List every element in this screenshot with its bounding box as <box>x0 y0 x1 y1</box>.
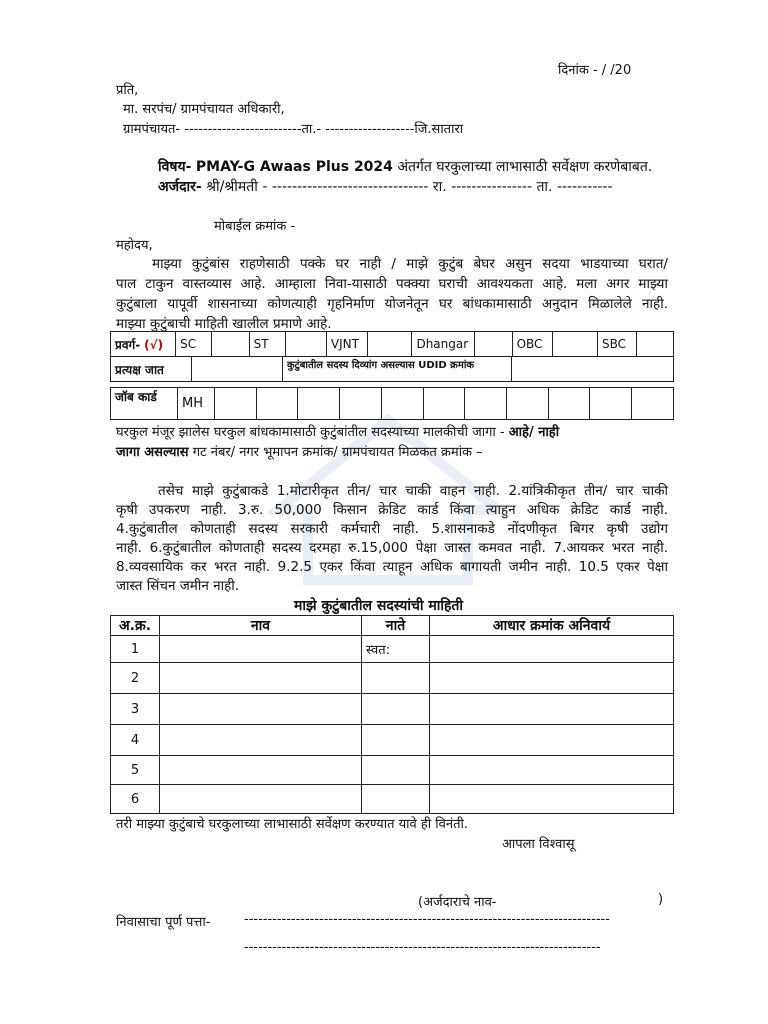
job-card-digit-9[interactable] <box>548 388 590 420</box>
row-relation-cell[interactable] <box>362 785 430 814</box>
family-table-header <box>111 616 674 636</box>
row-aadhaar-cell[interactable] <box>430 756 674 785</box>
option-st-box[interactable] <box>285 332 326 357</box>
land-line-1: घरकुल मंजूर झालेस घरकुल बांधकामासाठी कुटुंबांतील सदस्याच्या मालकीची जागा - आहे/ नाही <box>116 425 560 440</box>
row-relation-cell[interactable] <box>362 725 430 756</box>
declaration-line-5: 8.व्यवसायिक कर भरत नाही. 9.2.5 एकर किंवा त्याहून अधिक बागायती जमीन नाही. 10.5 एकर पेक्षा <box>116 559 668 575</box>
row-aadhaar-cell[interactable] <box>430 725 674 756</box>
row-relation-cell[interactable]: स्वत: <box>362 636 430 663</box>
address-line-1[interactable]: ------------------------------------------------------------------------------ <box>244 912 610 927</box>
job-card-digit-2[interactable] <box>256 388 298 420</box>
declaration-line-2: कृषी उपकरण नाही. 3.रु. 50,000 किसान क्रेडिट कार्ड किंवा त्याहुन अधिक क्रेडिट कार्ड नाही. <box>116 502 668 518</box>
job-card-digit-6[interactable] <box>423 388 465 420</box>
gram-panchayat-line: ग्रामपंचायत- -------------------------ता.- -------------------जि.सातारा <box>123 122 464 137</box>
row-aadhaar-cell[interactable] <box>430 663 674 694</box>
intro-line-4: माझ्या कुटुंबाची माहिती खालील प्रमाणे आहे. <box>116 316 332 332</box>
option-obc-box[interactable] <box>553 332 598 357</box>
option-sc-box[interactable] <box>212 332 249 357</box>
mobile-line: मोबाईल क्रमांक - <box>214 219 296 234</box>
subject-label: विषय- <box>158 159 192 175</box>
applicant-text: श्री/श्रीमती - ------------------------------- रा. ---------------- ता. ----------- <box>206 179 613 195</box>
job-card-digit-7[interactable] <box>465 388 507 420</box>
applicant-label: अर्जदार- <box>158 179 202 195</box>
caste-label: प्रत्यक्ष जात <box>111 357 192 382</box>
udid-label: कुटुंबातील सदस्य दिव्यांग असल्यास UDID क्रमांक <box>283 357 512 382</box>
table-row <box>111 636 674 663</box>
option-dhangar-box[interactable] <box>475 332 512 357</box>
job-card-digit-3[interactable] <box>298 388 340 420</box>
intro-line-1: माझ्या कुटुंबांस राहणेसाठी पक्के घर नाही / माझे कुटुंब बेघर असुन सदया भाडयाच्या घरात/ <box>152 256 668 272</box>
row-aadhaar-cell[interactable] <box>430 785 674 814</box>
table-row <box>111 663 674 694</box>
option-sc: SC <box>176 332 212 357</box>
row-name-cell[interactable] <box>160 663 362 694</box>
declaration-line-4: नाही. 6.कुटुंबातील कोणताही सदस्य दरमहा रु.15,000 पेक्षा जास्त कमवत नाही. 7.आयकर भरत नाही. <box>116 540 668 556</box>
caste-value-box[interactable] <box>192 357 283 382</box>
salutation: महोदय, <box>116 238 153 253</box>
job-card-prefix: MH <box>178 388 215 420</box>
header-aadhaar: आधार क्रमांक अनिवार्य <box>430 616 674 636</box>
row-sr: 5 <box>111 756 160 785</box>
job-card-digit-10[interactable] <box>590 388 632 420</box>
row-name-cell[interactable] <box>160 725 362 756</box>
table-row <box>111 725 674 756</box>
category-table <box>110 331 674 357</box>
land-line-2: जागा असल्यास गट नंबर/ नगर भूमापन क्रमांक/ ग्रामपंचायत मिळकत क्रमांक – <box>116 445 483 460</box>
caste-udid-table <box>110 356 674 382</box>
address-line-2[interactable]: ---------------------------------------------------------------------------- <box>244 940 601 955</box>
declaration-line-1: तसेच माझे कुटुंबाकडे 1.मोटारीकृत तीन/ चार चाकी वाहन नाही. 2.यांत्रिकीकृत तीन/ चार चाकी <box>158 483 668 499</box>
row-sr: 6 <box>111 785 160 814</box>
option-dhangar: Dhangar <box>412 332 475 357</box>
option-vjnt: VJNT <box>326 332 367 357</box>
family-table-title: माझे कुटुंबातील सदस्यांची माहिती <box>294 598 463 614</box>
row-aadhaar-cell[interactable] <box>430 636 674 663</box>
row-name-cell[interactable] <box>160 636 362 663</box>
land-yes-no: आहे/ नाही <box>508 425 560 440</box>
job-card-digit-1[interactable] <box>215 388 257 420</box>
request-line: तरी माझ्या कुटुंबाचे घरकुलाच्या लाभासाठी सर्वेक्षण करण्यात यावे ही विनंती. <box>116 817 469 832</box>
row-aadhaar-cell[interactable] <box>430 694 674 725</box>
job-card-digit-8[interactable] <box>507 388 549 420</box>
row-name-cell[interactable] <box>160 694 362 725</box>
applicant-line <box>158 177 613 196</box>
header-relation: नाते <box>362 616 430 636</box>
date-line: दिनांक - / /20 <box>558 63 632 78</box>
row-relation-cell[interactable] <box>362 694 430 725</box>
applicant-name-close: ) <box>658 892 664 907</box>
addressee-line: मा. सरपंच/ ग्रामपंचायत अधिकारी, <box>123 102 285 117</box>
declaration-line-3: 4.कुटुंबातील कोणताही सदस्य सरकारी कर्मचारी नाही. 5.शासनाकडे नोंदणीकृत बिगर कृषी उद्योग <box>116 521 668 537</box>
option-sbc: SBC <box>598 332 637 357</box>
subject-text: अंतर्गत घरकुलाच्या लाभासाठी सर्वेक्षण करणेबाबत. <box>397 159 653 175</box>
family-table <box>110 615 674 814</box>
table-row <box>111 756 674 785</box>
row-sr: 2 <box>111 663 160 694</box>
category-label-cell: प्रवर्ग- (√) <box>111 332 176 357</box>
udid-value-box[interactable] <box>512 357 674 382</box>
row-sr: 1 <box>111 636 160 663</box>
address-label: निवासाचा पूर्ण पत्ता- <box>116 915 211 930</box>
job-card-table <box>110 387 674 420</box>
yours-faithfully: आपला विश्वासू <box>502 837 575 852</box>
header-name: नाव <box>160 616 362 636</box>
subject-scheme: PMAY-G Awaas Plus 2024 <box>195 159 393 175</box>
row-name-cell[interactable] <box>160 756 362 785</box>
intro-line-3: कुटुंबाला यापूर्वी शासनाच्या कोणत्याही गृहनिर्माण योजनेतून घर बांधकामासाठी अनुदान मिळालेले नाही. <box>116 296 668 312</box>
header-sr: अ.क्र. <box>111 616 160 636</box>
declaration-line-6: जास्त सिंचन जमीन नाही. <box>116 578 240 594</box>
tick-mark: (√) <box>144 337 164 352</box>
row-relation-cell[interactable] <box>362 756 430 785</box>
option-obc: OBC <box>512 332 553 357</box>
job-card-label: जॉब कार्ड <box>111 388 178 420</box>
row-sr: 4 <box>111 725 160 756</box>
option-vjnt-box[interactable] <box>367 332 412 357</box>
table-row <box>111 694 674 725</box>
option-st: ST <box>249 332 285 357</box>
option-sbc-box[interactable] <box>636 332 673 357</box>
table-row <box>111 785 674 814</box>
job-card-digit-5[interactable] <box>381 388 423 420</box>
applicant-name-label: (अर्जदाराचे नाव- <box>418 895 497 910</box>
to-line: प्रति, <box>116 83 139 98</box>
row-sr: 3 <box>111 694 160 725</box>
row-relation-cell[interactable] <box>362 663 430 694</box>
job-card-digit-11[interactable] <box>632 388 674 420</box>
job-card-digit-4[interactable] <box>340 388 382 420</box>
row-name-cell[interactable] <box>160 785 362 814</box>
intro-line-2: पाल टाकुन वास्तव्यास आहे. आम्हाला निवा-यासाठी पक्क्या घराची आवश्यकता आहे. मला अगर माझ्या <box>116 276 668 292</box>
subject-line <box>158 157 652 176</box>
